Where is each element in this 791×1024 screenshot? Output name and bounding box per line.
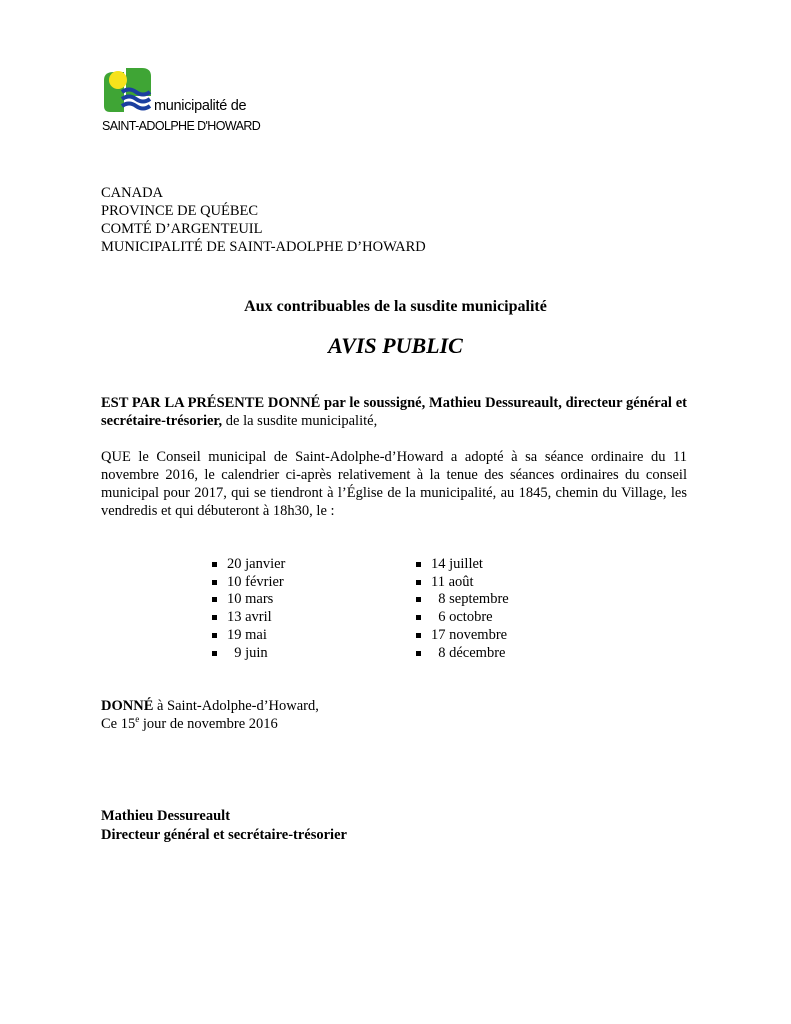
bullet-icon: [212, 580, 217, 585]
meeting-date-item: 17 novembre: [404, 627, 509, 645]
meeting-dates-list-1: [200, 556, 285, 662]
ordinal-superscript: e: [135, 714, 140, 725]
bullet-icon: [416, 597, 421, 602]
bullet-icon: [416, 633, 421, 638]
issued-block: [101, 697, 319, 733]
issued-bold: DONNÉ: [101, 698, 154, 714]
logo-text-line2: SAINT-ADOLPHE D'HOWARD: [102, 119, 261, 133]
bullet-icon: [212, 651, 217, 656]
header-line-county: COMTÉ D’ARGENTEUIL: [101, 221, 263, 237]
signatory-name: Mathieu Dessureault: [101, 808, 231, 824]
bullet-icon: [416, 562, 421, 567]
notice-intro-rest: de la susdite municipalité,: [222, 413, 378, 429]
meeting-date-item: 19 mai: [200, 627, 285, 645]
meeting-date-item: 8 décembre: [404, 645, 509, 663]
municipality-logo: [102, 66, 261, 136]
document-subtitle: Aux contribuables de la susdite municipalité: [244, 298, 547, 315]
meeting-date-item: 13 avril: [200, 609, 285, 627]
bullet-icon: [212, 597, 217, 602]
bullet-icon: [212, 562, 217, 567]
logo-emblem-icon: [102, 66, 152, 118]
meeting-date-item: 8 septembre: [404, 591, 509, 609]
header-line-municipality: MUNICIPALITÉ DE SAINT-ADOLPHE D’HOWARD: [101, 239, 426, 255]
header-line-province: PROVINCE DE QUÉBEC: [101, 203, 259, 219]
meeting-date-item: 10 février: [200, 574, 285, 592]
meeting-date-item: 20 janvier: [200, 556, 285, 574]
meeting-dates-list-2: [404, 556, 509, 662]
issued-date-line: Ce 15e jour de novembre 2016: [101, 714, 278, 732]
meeting-date-item: 10 mars: [200, 591, 285, 609]
jurisdiction-header: [101, 184, 426, 256]
meeting-date-item: 11 août: [404, 574, 509, 592]
notice-intro-bold: EST PAR LA PRÉSENTE DONNÉ par le soussigné, Mathieu Dessureault, directeur général et secrétaire-trésorier,: [101, 395, 687, 429]
signatory-role: Directeur général et secrétaire-trésorier: [101, 827, 347, 843]
meeting-date-item: 14 juillet: [404, 556, 509, 574]
bullet-icon: [212, 633, 217, 638]
bullet-icon: [416, 580, 421, 585]
bullet-icon: [212, 615, 217, 620]
logo-text-line1: municipalité de: [154, 98, 247, 114]
meeting-date-item: 9 juin: [200, 645, 285, 663]
notice-intro-paragraph: [101, 394, 687, 430]
document-title: AVIS PUBLIC: [328, 333, 463, 358]
issued-place-line: DONNÉ à Saint-Adolphe-d’Howard,: [101, 698, 319, 714]
bullet-icon: [416, 651, 421, 656]
meeting-date-item: 6 octobre: [404, 609, 509, 627]
bullet-icon: [416, 615, 421, 620]
notice-body-paragraph: QUE le Conseil municipal de Saint-Adolphe-d’Howard a adopté à sa séance ordinaire du 11 novembre 2016, le calendrier ci-après relativement à la tenue des séances ordinaires du conseil municipal pour 2017, qui se tiendront à l’Église de la municipalité, au 1845, chemin du Village, les vendredis et qui débuteront à 18h30, le :: [101, 449, 687, 519]
signature-block: [101, 807, 347, 845]
header-line-country: CANADA: [101, 185, 164, 201]
